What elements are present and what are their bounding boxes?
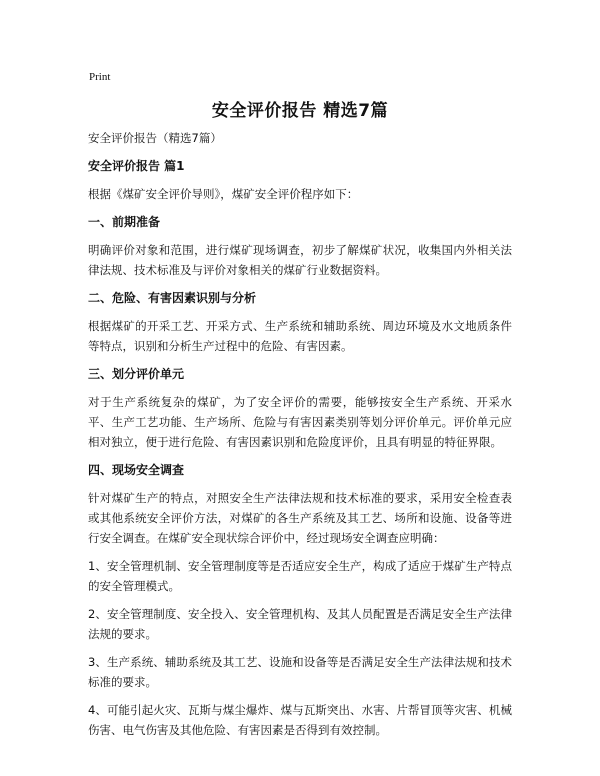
evaluation-units-paragraph: 对于生产系统复杂的煤矿，为了安全评价的需要，能够按安全生产系统、开采水平、生产工艺功能、生产场所、危险与有害因素类别等划分评价单元。评价单元应相对独立，便于进行危险、有害因素识别和危险度评价，且具有明显的特征界限。 — [88, 395, 512, 449]
section-heading-hazard-identification: 二、危险、有害因素识别与分析 — [88, 291, 257, 305]
list-item: 4、可能引起火灾、瓦斯与煤尘爆炸、煤与瓦斯突出、水害、片帮冒顶等灾害、机械伤害、电气伤害及其他危险、有害因素是否得到有效控制。 — [88, 703, 512, 737]
document-title: 安全评价报告 精选7篇 — [211, 101, 389, 121]
site-survey-paragraph: 针对煤矿生产的特点，对照安全生产法律法规和技术标准的要求，采用安全检查表或其他系统安全评价方法，对煤矿的各生产系统及其工艺、场所和设施、设备等进行安全调查。在煤矿安全现状综合评价中，经过现场安全调查应明确： — [88, 491, 512, 545]
section-heading-preparation: 一、前期准备 — [88, 215, 161, 229]
list-item: 1、安全管理机制、安全管理制度等是否适应安全生产，构成了适应于煤矿生产特点的安全管理模式。 — [88, 559, 512, 593]
list-item: 3、生产系统、辅助系统及其工艺、设施和设备等是否满足安全生产法律法规和技术标准的要求。 — [88, 655, 512, 689]
print-label: Print — [89, 71, 111, 83]
preparation-paragraph: 明确评价对象和范围，进行煤矿现场调查，初步了解煤矿状况，收集国内外相关法律法规、技术标准及与评价对象相关的煤矿行业数据资料。 — [88, 243, 512, 277]
hazard-identification-paragraph: 根据煤矿的开采工艺、开采方式、生产系统和辅助系统、周边环境及水文地质条件等特点，识别和分析生产过程中的危险、有害因素。 — [88, 319, 512, 353]
intro-paragraph: 根据《煤矿安全评价导则》，煤矿安全评价程序如下： — [88, 187, 359, 201]
section-heading-part-1: 安全评价报告 篇1 — [88, 159, 185, 173]
section-heading-site-survey: 四、现场安全调查 — [88, 463, 185, 477]
list-item: 2、安全管理制度、安全投入、安全管理机构、及其人员配置是否满足安全生产法律法规的要求。 — [88, 607, 512, 641]
document-subtitle: 安全评价报告（精选7篇） — [88, 131, 222, 145]
section-heading-evaluation-units: 三、划分评价单元 — [88, 367, 185, 381]
document-body — [88, 128, 512, 748]
